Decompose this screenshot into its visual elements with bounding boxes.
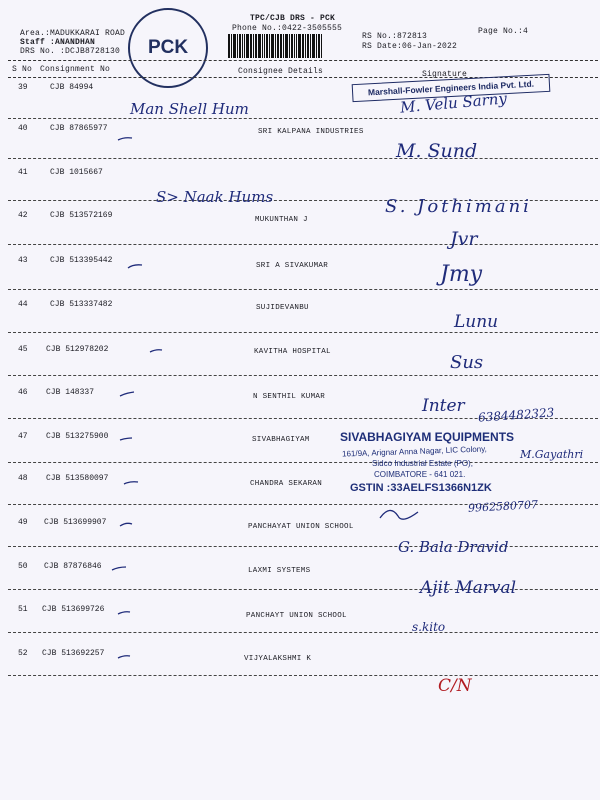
row-consignee-name: PANCHAYAT UNION SCHOOL: [248, 523, 354, 531]
tick-mark: [118, 656, 130, 658]
row-consignment: CJB 148337: [46, 388, 95, 397]
signature-row47: M.Gayathri: [520, 448, 584, 461]
row-consignment: CJB 512978202: [46, 345, 109, 354]
signature-row43: Jvr: [450, 228, 478, 250]
row-sno: 40: [18, 124, 28, 133]
row-consignee-name: SUJIDEVANBU: [256, 304, 309, 312]
row-consignment: CJB 513337482: [50, 300, 113, 309]
handwritten-note-row52: C/N: [438, 676, 472, 696]
tick-mark: [118, 612, 130, 614]
row-consignment: CJB 513572169: [50, 211, 113, 220]
signature-row51: s.kito: [412, 620, 446, 634]
stamp-address-line1: 161/9A, Arignar Anna Nagar, LIC Colony,: [341, 444, 487, 459]
phone-row48: 9962580707: [467, 498, 539, 515]
row-consignment: CJB 1015667: [50, 168, 103, 177]
row-consignment: CJB 87865977: [50, 124, 108, 133]
staff-label: Staff :ANANDHAN: [20, 38, 96, 47]
rs-date: RS Date:06-Jan-2022: [362, 42, 458, 51]
row-consignee-name: LAXMI SYSTEMS: [248, 567, 311, 575]
stamp-gstin: GSTIN :33AELFS1366N1ZK: [350, 482, 492, 494]
page-number: Page No.:4: [478, 27, 529, 36]
document-title: TPC/CJB DRS - PCK: [250, 14, 336, 23]
row-sno: 45: [18, 345, 28, 354]
row-sno: 50: [18, 562, 28, 571]
row-sno: 39: [18, 83, 28, 92]
rs-number: RS No.:872813: [362, 32, 428, 41]
row-consignee-name: PANCHAYT UNION SCHOOL: [246, 612, 347, 620]
col-signature: Signature: [422, 70, 468, 79]
tick-mark: [120, 523, 132, 526]
col-consignment: Consignment No: [40, 65, 111, 74]
tick-mark: [128, 265, 142, 268]
row-consignment: CJB 513699726: [42, 605, 105, 614]
drs-number: DRS No. :DCJB8728130: [20, 47, 121, 56]
row-sno: 42: [18, 211, 28, 220]
tick-mark: [120, 392, 134, 396]
row-consignment: CJB 87876846: [44, 562, 102, 571]
signature-row45: Sus: [450, 352, 484, 373]
signature-scribble: [380, 510, 418, 519]
col-consignee-details: Consignee Details: [238, 67, 324, 76]
signature-row39: M. Velu Sarny: [399, 89, 508, 117]
row-consignee-name: SIVABHAGIYAM: [252, 436, 310, 444]
row-sno: 41: [18, 168, 28, 177]
handwritten-note-row40: Man Shell Hum: [130, 100, 249, 118]
row-sno: 47: [18, 432, 28, 441]
row-sno: 49: [18, 518, 28, 527]
signature-row40: M. Sund: [396, 140, 478, 162]
tick-mark: [120, 438, 132, 440]
stamp-company-name: SIVABHAGIYAM EQUIPMENTS: [340, 430, 515, 444]
row-sno: 44: [18, 300, 28, 309]
tick-mark: [150, 350, 162, 352]
row-consignment: CJB 513275900: [46, 432, 109, 441]
tick-mark: [118, 138, 132, 140]
pck-stamp-text: PCK: [147, 37, 189, 58]
row-consignee-name: CHANDRA SEKARAN: [250, 480, 323, 488]
stamp-address-line2: Sidco Industrial Estate (PO),: [372, 459, 473, 468]
row-sno: 51: [18, 605, 28, 614]
signature-row44: Lunu: [454, 312, 499, 332]
marshall-stamp-text: Marshall-Fowler Engineers India Pvt. Ltd.: [367, 78, 535, 98]
row-consignee-name: SRI KALPANA INDUSTRIES: [258, 128, 364, 136]
row-consignee-name: MUKUNTHAN J: [255, 216, 308, 224]
row-consignment: CJB 513699907: [44, 518, 107, 527]
row-consignment: CJB 513692257: [42, 649, 105, 658]
signature-row50: Ajit Marval: [420, 578, 517, 598]
row-sno: 48: [18, 474, 28, 483]
stamp-address-line3: COIMBATORE - 641 021.: [374, 470, 466, 479]
phone-row46: 6384482323: [477, 405, 555, 425]
row-sno: 52: [18, 649, 28, 658]
signature-row43b: Jmy: [440, 262, 483, 287]
tick-mark: [112, 567, 126, 570]
signature-row49: G. Bala Dravid: [398, 538, 509, 556]
area-label: Area.:MADUKKARAI ROAD: [20, 29, 126, 38]
row-consignee-name: SRI A SIVAKUMAR: [256, 262, 329, 270]
row-consignment: CJB 84994: [50, 83, 94, 92]
signature-row46: Inter: [422, 396, 465, 416]
tick-mark: [124, 482, 138, 484]
row-consignment: CJB 513580097: [46, 474, 109, 483]
row-consignee-name: VIJYALAKSHMI K: [244, 655, 312, 663]
row-consignee-name: KAVITHA HOSPITAL: [254, 348, 331, 356]
row-consignee-name: N SENTHIL KUMAR: [253, 393, 326, 401]
row-sno: 43: [18, 256, 28, 265]
row-consignment: CJB 513395442: [50, 256, 113, 265]
signature-row42: S. Jothimani: [385, 196, 532, 217]
row-sno: 46: [18, 388, 28, 397]
col-sno: S No: [12, 65, 33, 74]
handwritten-note-row41: S> Naak Hums: [156, 188, 274, 206]
phone-number: Phone No.:0422-3505555: [232, 24, 343, 33]
